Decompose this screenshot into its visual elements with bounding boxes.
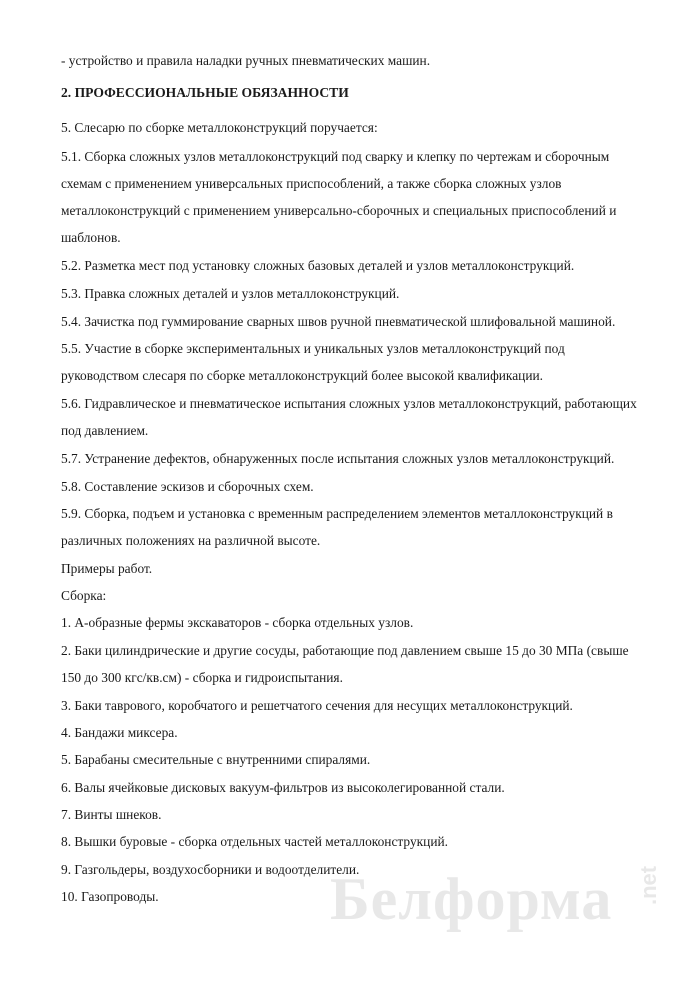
text-line: 5.7. Устранение дефектов, обнаруженных после испытания сложных узлов металлоконструкций. bbox=[61, 451, 615, 466]
text-line: 5. Барабаны смесительные с внутренними спиралями. bbox=[61, 752, 371, 767]
text-line: 5.1. Сборка сложных узлов металлоконструкций под сварку и клепку по чертежам и сборочным bbox=[61, 149, 610, 164]
text-line: 5.2. Разметка мест под установку сложных базовых деталей и узлов металлоконструкций. bbox=[61, 258, 575, 273]
text-line: 4. Бандажи миксера. bbox=[61, 725, 178, 740]
text-line: 1. А-образные фермы экскаваторов - сборка отдельных узлов. bbox=[61, 615, 414, 630]
text-line: 6. Валы ячейковые дисковых вакуум-фильтров из высоколегированной стали. bbox=[61, 780, 505, 795]
text-line: Примеры работ. bbox=[61, 561, 153, 576]
text-line: 7. Винты шнеков. bbox=[61, 807, 162, 822]
text-line: 10. Газопроводы. bbox=[61, 889, 159, 904]
text-line: 5.5. Участие в сборке экспериментальных и уникальных узлов металлоконструкций под bbox=[61, 341, 565, 356]
text-line: 150 до 300 кгс/кв.см) - сборка и гидроиспытания. bbox=[61, 670, 343, 685]
text-line: Сборка: bbox=[61, 588, 107, 603]
text-line: 3. Баки таврового, коробчатого и решетчатого сечения для несущих металлоконструкций. bbox=[61, 698, 573, 713]
text-line: схемам с применением универсальных приспособлений, а также сборка сложных узлов bbox=[61, 176, 562, 191]
text-line: 5. Слесарю по сборке металлоконструкций поручается: bbox=[61, 120, 378, 135]
text-line: 5.9. Сборка, подъем и установка с временным распределением элементов металлоконструкций в bbox=[61, 506, 613, 521]
text-line: 5.8. Составление эскизов и сборочных схем. bbox=[61, 479, 314, 494]
text-line: 8. Вышки буровые - сборка отдельных частей металлоконструкций. bbox=[61, 834, 449, 849]
watermark-suffix: .net bbox=[636, 865, 661, 905]
text-line: 5.3. Правка сложных деталей и узлов металлоконструкций. bbox=[61, 286, 400, 301]
text-line: 5.6. Гидравлическое и пневматическое испытания сложных узлов металлоконструкций, работающих bbox=[61, 396, 637, 411]
text-line: 9. Газгольдеры, воздухосборники и водоотделители. bbox=[61, 862, 360, 877]
text-line: 2. Баки цилиндрические и другие сосуды, работающие под давлением свыше 15 до 30 МПа (свыше bbox=[61, 643, 629, 658]
text-line: 5.4. Зачистка под гуммирование сварных швов ручной пневматической шлифовальной машиной. bbox=[61, 314, 616, 329]
text-line: под давлением. bbox=[61, 423, 149, 438]
text-line: - устройство и правила наладки ручных пневматических машин. bbox=[61, 53, 431, 68]
watermark-logo: Белформа bbox=[330, 866, 613, 932]
text-line: шаблонов. bbox=[61, 230, 121, 245]
text-line: металлоконструкций с применением универсально-сборочных и специальных приспособлений и bbox=[61, 203, 617, 218]
text-line: руководством слесаря по сборке металлоконструкций более высокой квалификации. bbox=[61, 368, 544, 383]
text-line: различных положениях на различной высоте. bbox=[61, 533, 321, 548]
section-heading: 2. ПРОФЕССИОНАЛЬНЫЕ ОБЯЗАННОСТИ bbox=[61, 85, 349, 100]
